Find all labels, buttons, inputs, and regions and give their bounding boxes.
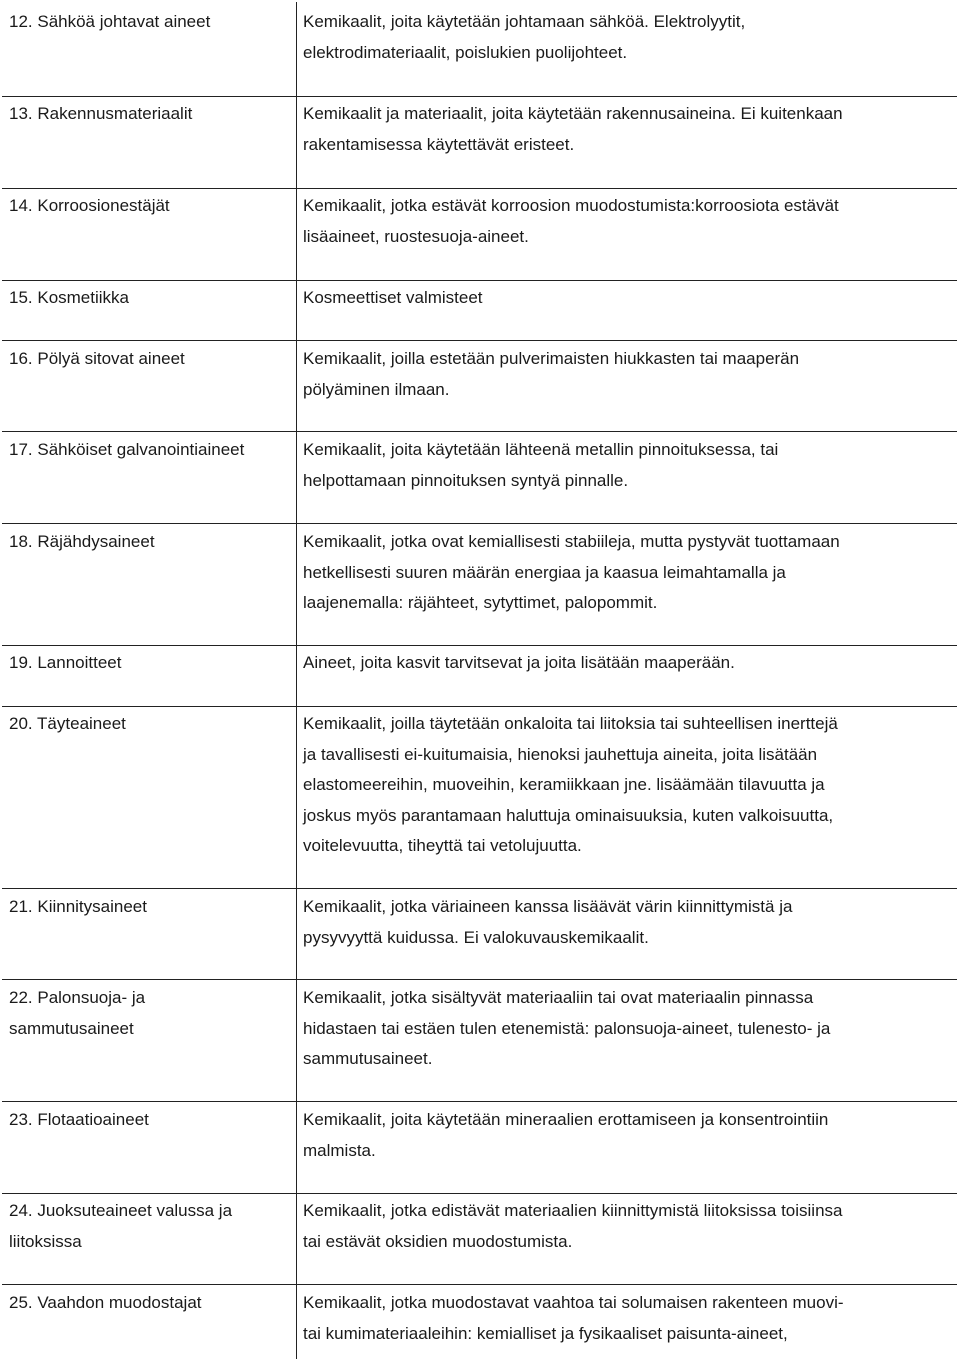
chemical-category-name (9, 527, 291, 558)
description-line: Kemikaalit ja materiaalit, joita käytetään rakennusaineina. Ei kuitenkaan (303, 104, 843, 123)
chemical-category-name (9, 344, 291, 375)
description-line: Kemikaalit, joilla täytetään onkaloita tai liitoksia tai suhteellisen inerttejä (303, 714, 838, 733)
row-separator (2, 645, 957, 646)
chemical-category-description (303, 283, 953, 314)
chemical-category-name (9, 99, 291, 130)
chemical-category-description (303, 1105, 953, 1166)
category-name-line: 15. Kosmetiikka (9, 288, 129, 307)
description-line: Kemikaalit, jotka estävät korroosion muodostumista:korroosiota estävät (303, 196, 839, 215)
chemical-category-name (9, 1105, 291, 1136)
chemical-category-name (9, 7, 291, 38)
chemical-category-description (303, 435, 953, 496)
chemical-category-name (9, 435, 291, 466)
description-line: Kemikaalit, jotka sisältyvät materiaaliin tai ovat materiaalin pinnassa (303, 988, 814, 1007)
category-name-line: 25. Vaahdon muodostajat (9, 1293, 202, 1312)
category-name-line: 16. Pölyä sitovat aineet (9, 349, 185, 368)
category-name-line: 13. Rakennusmateriaalit (9, 104, 193, 123)
category-name-line: 17. Sähköiset galvanointiaineet (9, 440, 245, 459)
chemical-category-name (9, 283, 291, 314)
description-line: helpottamaan pinnoituksen syntyä pinnalle. (303, 470, 629, 490)
description-line: rakentamisessa käytettävät eristeet. (303, 134, 575, 154)
chemical-category-description (303, 527, 953, 619)
row-separator (2, 431, 957, 432)
row-separator (2, 1193, 957, 1194)
description-line: Kemikaalit, joita käytetään johtamaan sähköä. Elektrolyytit, (303, 12, 746, 31)
description-line: pölyäminen ilmaan. (303, 379, 450, 399)
description-line: lisäaineet, ruostesuoja-aineet. (303, 226, 529, 246)
chemical-category-name (9, 1196, 291, 1257)
category-name-line: 19. Lannoitteet (9, 653, 122, 672)
category-name-line: 24. Juoksuteaineet valussa ja (9, 1201, 233, 1220)
chemical-category-description (303, 709, 953, 862)
description-line: hidastaen tai estäen tulen etenemistä: palonsuoja-aineet, tulenesto- ja (303, 1018, 831, 1038)
description-line: tai kumimateriaaleihin: kemialliset ja fysikaaliset paisunta-aineet, (303, 1323, 788, 1343)
category-name-line: 23. Flotaatioaineet (9, 1110, 149, 1129)
chemical-category-name (9, 1288, 291, 1319)
row-separator (2, 188, 957, 189)
chemical-category-description (303, 99, 953, 160)
chemical-category-description (303, 1288, 953, 1349)
category-name-line: sammutusaineet (9, 1018, 134, 1038)
row-separator (2, 1101, 957, 1102)
description-line: Kemikaalit, joilla estetään pulverimaisten hiukkasten tai maaperän (303, 349, 800, 368)
category-name-line: 20. Täyteaineet (9, 714, 126, 733)
chemical-category-description (303, 7, 953, 68)
row-separator (2, 523, 957, 524)
category-name-line: liitoksissa (9, 1231, 82, 1251)
chemical-category-description (303, 191, 953, 252)
description-line: sammutusaineet. (303, 1049, 433, 1068)
description-line: pysyvyyttä kuidussa. Ei valokuvauskemikaalit. (303, 927, 649, 947)
row-separator (2, 96, 957, 97)
description-line: joskus myös parantamaan haluttuja ominaisuuksia, kuten valkoisuutta, (303, 805, 834, 825)
chemical-category-description (303, 983, 953, 1075)
category-name-line: 12. Sähköä johtavat aineet (9, 12, 211, 31)
row-separator (2, 979, 957, 980)
description-line: laajenemalla: räjähteet, sytyttimet, palopommit. (303, 593, 658, 612)
column-divider (296, 2, 297, 1359)
description-line: Aineet, joita kasvit tarvitsevat ja joita lisätään maaperään. (303, 653, 735, 672)
description-line: voitelevuutta, tiheyttä tai vetolujuutta. (303, 836, 582, 855)
description-line: malmista. (303, 1140, 376, 1160)
chemical-category-description (303, 892, 953, 953)
description-line: hetkellisesti suuren määrän energiaa ja kaasua leimahtamalla ja (303, 562, 786, 582)
row-separator (2, 340, 957, 341)
description-line: Kemikaalit, joita käytetään mineraalien erottamiseen ja konsentrointiin (303, 1110, 829, 1129)
description-line: elektrodimateriaalit, poislukien puolijohteet. (303, 42, 628, 62)
chemical-category-name (9, 709, 291, 740)
description-line: Kemikaalit, jotka edistävät materiaalien kiinnittymistä liitoksissa toisiinsa (303, 1201, 843, 1220)
chemical-category-name (9, 191, 291, 222)
category-name-line: 18. Räjähdysaineet (9, 532, 155, 551)
category-name-line: 21. Kiinnitysaineet (9, 897, 147, 916)
row-separator (2, 888, 957, 889)
chemical-category-name (9, 983, 291, 1044)
description-line: Kemikaalit, joita käytetään lähteenä metallin pinnoituksessa, tai (303, 440, 779, 459)
description-line: Kemikaalit, jotka muodostavat vaahtoa tai solumaisen rakenteen muovi- (303, 1293, 844, 1312)
row-separator (2, 706, 957, 707)
chemical-category-name (9, 892, 291, 923)
description-line: Kemikaalit, jotka väriaineen kanssa lisäävät värin kiinnittymistä ja (303, 897, 793, 916)
chemical-category-description (303, 648, 953, 679)
category-name-line: 22. Palonsuoja- ja (9, 988, 146, 1007)
description-line: tai estävät oksidien muodostumista. (303, 1231, 573, 1251)
description-line: elastomeereihin, muoveihin, keramiikkaan jne. lisäämään tilavuutta ja (303, 775, 825, 794)
chemical-category-description (303, 344, 953, 405)
row-separator (2, 1284, 957, 1285)
description-line: Kosmeettiset valmisteet (303, 288, 483, 307)
category-name-line: 14. Korroosionestäjät (9, 196, 170, 215)
row-separator (2, 280, 957, 281)
description-line: Kemikaalit, jotka ovat kemiallisesti stabiileja, mutta pystyvät tuottamaan (303, 532, 840, 551)
chemical-category-description (303, 1196, 953, 1257)
chemical-category-name (9, 648, 291, 679)
description-line: ja tavallisesti ei-kuitumaisia, hienoksi jauhettuja aineita, joita lisätään (303, 744, 818, 764)
